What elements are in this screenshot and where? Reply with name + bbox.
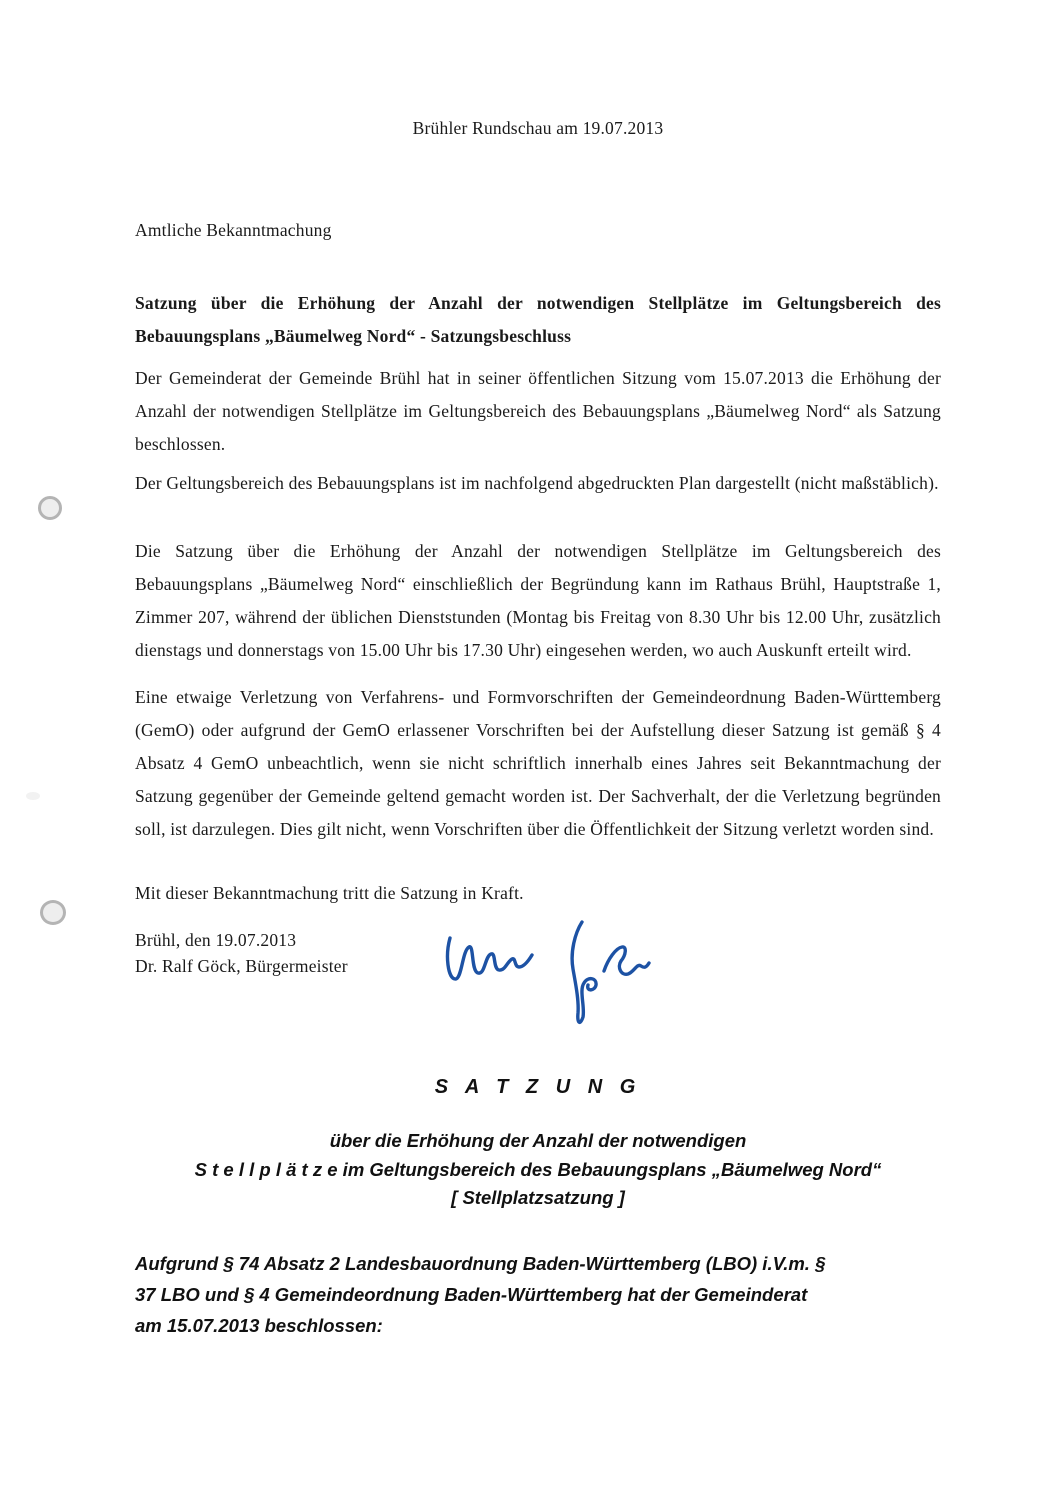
paragraph-entry-into-force: Mit dieser Bekanntmachung tritt die Satzung in Kraft. [135, 883, 524, 903]
satzung-title: S A T Z U N G [434, 1076, 642, 1098]
signature-stroke-first [448, 938, 532, 979]
scan-smudge [26, 792, 40, 800]
source-line: Brühler Rundschau am 19.07.2013 [412, 118, 664, 138]
punch-hole-bottom [40, 900, 66, 925]
paragraph-legal-remedy: Eine etwaige Verletzung von Verfahrens- und Formvorschriften der Gemeindeordnung Baden-Württemberg (GemO) oder aufgrund der GemO erlassener Vorschriften bei der Aufstellung dieser Satzung ist gemäß § 4 Absatz 4 GemO unbeachtlich, wenn sie nicht schriftlich innerhalb eines Jahres seit Bekanntmachung der Satzung gegenüber der Gemeinde geltend gemacht worden ist. Der Sachverhalt, der die Verletzung begründen soll, ist darzulegen. Dies gilt nicht, wenn Vorschriften über die Öffentlichkeit der Sitzung verletzt worden sind. [135, 687, 941, 839]
section-label: Amtliche Bekanntmachung [135, 220, 332, 240]
legal-basis-paragraph: Aufgrund § 74 Absatz 2 Landesbauordnung Baden-Württemberg (LBO) i.V.m. § 37 LBO und § 4 Gemeindeordnung Baden-Württemberg hat der Gemeinderat am 15.07.2013 beschlossen: [135, 1253, 826, 1336]
announcement-heading: Satzung über die Erhöhung der Anzahl der notwendigen Stellplätze im Geltungsbereich des Bebauungsplans „Bäumelweg Nord“ - Satzungsbeschluss [135, 293, 941, 346]
punch-hole-top [38, 496, 62, 520]
satzung-subtitle-line-1: über die Erhöhung der Anzahl der notwendigen [329, 1130, 747, 1151]
paragraph-plan-area: Der Geltungsbereich des Bebauungsplans ist im nachfolgend abgedruckten Plan dargestellt (nicht maßstäblich). [135, 473, 939, 493]
handwritten-signature [428, 918, 652, 1042]
paragraph-inspection-hours: Die Satzung über die Erhöhung der Anzahl der notwendigen Stellplätze im Geltungsbereich des Bebauungsplans „Bäumelweg Nord“ einschließlich der Begründung kann im Rathaus Brühl, Hauptstraße 1, Zimmer 207, während der üblichen Dienststunden (Montag bis Freitag von 8.30 Uhr bis 12.00 Uhr, zusätzlich dienstags und donnerstags von 15.00 Uhr bis 17.30 Uhr) eingesehen werden, wo auch Auskunft erteilt wird. [135, 541, 941, 660]
signature-stroke-third [604, 947, 649, 974]
signer-name: Dr. Ralf Göck, Bürgermeister [135, 956, 348, 976]
satzung-subtitle-line-2: S t e l l p l ä t z e im Geltungsbereich des Bebauungsplans „Bäumelweg Nord“ [194, 1158, 882, 1180]
paragraph-council-resolution: Der Gemeinderat der Gemeinde Brühl hat in seiner öffentlichen Sitzung vom 15.07.2013 die Erhöhung der Anzahl der notwendigen Stellplätze im Geltungsbereich des Bebauungsplans „Bäumelweg Nord“ als Satzung beschlossen. [135, 368, 941, 454]
satzung-subtitle [135, 1127, 941, 1213]
signature-stroke-second [572, 922, 596, 1022]
place-date: Brühl, den 19.07.2013 [135, 930, 297, 950]
satzung-subtitle-line-3: [ Stellplatzsatzung ] [451, 1187, 625, 1208]
